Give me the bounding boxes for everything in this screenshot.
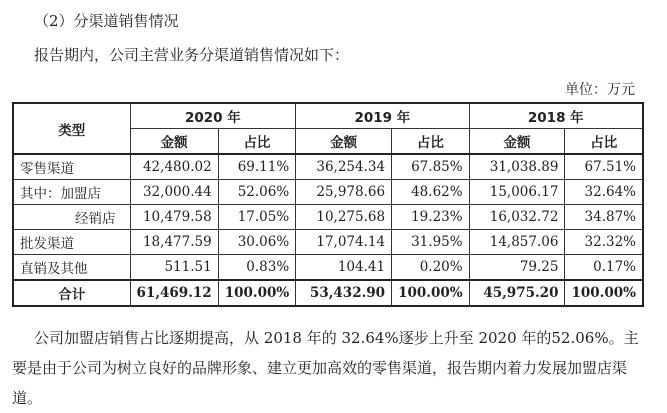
amount-header: 金额 [130, 129, 218, 155]
row-label: 其中：加盟店 [13, 180, 130, 205]
cell-value: 31,038.89 [469, 154, 565, 180]
cell-value: 61,469.12 [130, 280, 218, 306]
analysis-paragraph: 公司加盟店销售占比逐期提高，从 2018 年的 32.64%逐步上升至 2020 年的52.06%。主要是由于公司为树立良好的品牌形象、建立更加高效的零售渠道，报告期内着力发展加盟店渠道。 [12, 329, 639, 407]
section-heading: （2）分渠道销售情况 [34, 12, 179, 30]
ratio-header: 占比 [392, 129, 470, 155]
cell-value: 30.06% [218, 230, 296, 255]
row-label: 零售渠道 [13, 154, 130, 180]
cell-value: 0.83% [218, 255, 296, 281]
cell-value: 17.05% [218, 205, 296, 230]
intro-text: 报告期内，公司主营业务分渠道销售情况如下： [34, 46, 350, 64]
cell-value: 16,032.72 [469, 205, 565, 230]
amount-header: 金额 [469, 129, 565, 155]
cell-value: 10,479.58 [130, 205, 218, 230]
cell-value: 17,074.14 [296, 230, 392, 255]
cell-value: 32,000.44 [130, 180, 218, 205]
cell-value: 15,006.17 [469, 180, 565, 205]
cell-value: 32.32% [565, 230, 643, 255]
year-header: 2019 年 [296, 103, 469, 129]
cell-value: 0.17% [565, 255, 643, 281]
table-row [13, 154, 643, 180]
cell-value: 18,477.59 [130, 230, 218, 255]
cell-value: 100.00% [392, 280, 470, 306]
table-row [13, 255, 643, 281]
cell-value: 14,857.06 [469, 230, 565, 255]
cell-value: 100.00% [565, 280, 643, 306]
cell-value: 45,975.20 [469, 280, 565, 306]
cell-value: 0.20% [392, 255, 470, 281]
year-header: 2018 年 [469, 103, 643, 129]
cell-value: 42,480.02 [130, 154, 218, 180]
table-row [13, 180, 643, 205]
ratio-header: 占比 [565, 129, 643, 155]
row-label: 直销及其他 [13, 255, 130, 281]
type-header: 类型 [13, 103, 130, 154]
row-label: 批发渠道 [13, 230, 130, 255]
cell-value: 34.87% [565, 205, 643, 230]
cell-value: 67.51% [565, 154, 643, 180]
cell-value: 104.41 [296, 255, 392, 281]
amount-header: 金额 [296, 129, 392, 155]
table-row [13, 230, 643, 255]
ratio-header: 占比 [218, 129, 296, 155]
cell-value: 19.23% [392, 205, 470, 230]
unit-label: 单位：万元 [565, 82, 635, 98]
cell-value: 10,275.68 [296, 205, 392, 230]
row-label: 合计 [13, 280, 130, 306]
cell-value: 53,432.90 [296, 280, 392, 306]
table-row [13, 205, 643, 230]
cell-value: 67.85% [392, 154, 470, 180]
cell-value: 511.51 [130, 255, 218, 281]
cell-value: 32.64% [565, 180, 643, 205]
cell-value: 25,978.66 [296, 180, 392, 205]
total-row [13, 280, 643, 306]
cell-value: 100.00% [218, 280, 296, 306]
cell-value: 31.95% [392, 230, 470, 255]
year-header: 2020 年 [130, 103, 296, 129]
cell-value: 52.06% [218, 180, 296, 205]
cell-value: 48.62% [392, 180, 470, 205]
cell-value: 69.11% [218, 154, 296, 180]
sales-channel-table [12, 102, 644, 307]
cell-value: 36,254.34 [296, 154, 392, 180]
row-label: 经销店 [13, 205, 130, 230]
cell-value: 79.25 [469, 255, 565, 281]
